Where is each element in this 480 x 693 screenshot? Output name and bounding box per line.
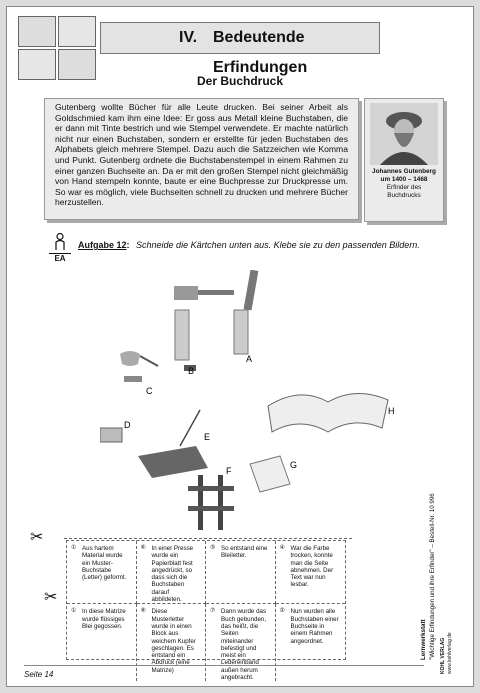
card-text: War die Farbe trocken, konnte man die Seite abnehmen. Der Text war nun lesbar. <box>290 545 334 589</box>
card-text: Diese Musterletter wurde in einen Block aus weichem Kupfer geschlagen. Es entstand ein Abdruck (eine Matrize) <box>151 608 196 674</box>
gutenberg-portrait-image <box>370 103 438 165</box>
type-case-drawing <box>138 410 211 478</box>
publisher-url: www.kohlverlag.de <box>447 632 453 674</box>
chapter-title: Bedeutende Erfindungen <box>213 29 308 76</box>
figure-label-c: C <box>146 386 153 396</box>
metal-block-drawing <box>100 428 122 442</box>
hammer-and-letter-drawing <box>174 286 234 371</box>
figure-label-d: D <box>124 420 131 430</box>
scissors-tool-thumbnail <box>58 16 96 47</box>
card-number: ① <box>71 608 77 615</box>
scissors-icon-2: ✂ <box>44 589 58 606</box>
card-text: In diese Matrize wurde flüssiges Blei gegossen. <box>82 608 126 630</box>
card-text: Nun wurden alle Buchstaben einer Buchseite in einem Rahmen angeordnet. <box>290 608 339 645</box>
cut-out-card <box>137 604 207 681</box>
chapter-thumbnails <box>18 16 98 82</box>
cut-out-card <box>206 604 276 681</box>
cut-out-card <box>137 541 207 604</box>
ladle-drawing <box>120 351 158 382</box>
portrait-name: Johannes Gutenberg <box>372 168 436 175</box>
card-number: ① <box>71 545 77 551</box>
sidebar-series: Lernwerkstatt <box>420 619 427 660</box>
open-book-drawing <box>268 393 388 432</box>
work-mode-indicator <box>49 233 71 265</box>
cut-out-card <box>67 541 137 604</box>
punch-tool-drawing <box>234 270 258 354</box>
cut-out-card <box>276 604 346 681</box>
card-number: ⑧ <box>140 608 146 615</box>
cut-out-card <box>67 604 137 681</box>
task-line <box>78 240 420 250</box>
card-number: ⑦ <box>210 608 216 615</box>
portrait-years: um 1400 – 1468 <box>380 176 428 183</box>
cut-out-card <box>276 541 346 604</box>
card-number: ④ <box>279 545 285 551</box>
info-text: Gutenberg wollte Bücher für alle Leute drucken. Bei seiner Arbeit als Goldschmied kam ihm eine Idee: Er goss aus Metall kleine Buchstaben, die er dann mit Tinte bestrich und wie Stempel verwendete. Er machte natürlich nicht nur einen Buchstaben, sondern er erstellte für jeden Buchstaben des Alphabets gleich mehrere Stempel. Dazu auch die Satzzeichen wie Komma und Punkt. Gutenberg ordnete die Buchstabenstempel in einem Rahmen zu einer ganzen Buchseite an. Da er mit den großen Stempel nicht gleichmäßig von Hand stempeln konnte, baute er eine Buchpresse zur Druckpresse um. So war es möglich, viele Buchseiten schnell zu drucken und mehrere Bücher herzustellen. <box>55 102 348 208</box>
page-number: Seite 14 <box>24 670 54 679</box>
publisher-logo: KOHL VERLAG <box>440 637 446 674</box>
card-number: ② <box>279 608 285 615</box>
portrait-box <box>364 98 444 222</box>
figure-label-h: H <box>388 406 395 416</box>
figure-label-e: E <box>204 432 211 442</box>
section-title: Der Buchdruck <box>196 74 284 88</box>
portrait-caption-2: Buchdrucks <box>387 192 421 199</box>
single-work-person-icon <box>53 233 67 251</box>
press-frame-drawing <box>188 475 234 530</box>
figure-label-f: F <box>226 466 232 476</box>
scissors-icon: ✂ <box>30 529 44 546</box>
chapter-header <box>100 22 380 76</box>
card-number: ⑥ <box>140 545 146 551</box>
paper-stack-drawing <box>250 456 290 492</box>
info-text-box <box>44 98 359 220</box>
card-text: Aus hartem Material wurde ein Muster-Buchstabe (Letter) geformt. <box>82 545 127 582</box>
task-label: Aufgabe 12 <box>78 240 127 250</box>
task-text: Schneide die Kärtchen unten aus. Klebe sie zu den passenden Bildern. <box>136 240 420 250</box>
printing-press-thumbnail <box>18 16 56 47</box>
figure-label-a: A <box>246 354 253 364</box>
figure-label-g: G <box>290 460 298 470</box>
card-text: Dann wurde das Buch gebunden, das heißt, die Seiten miteinander befestigt und meist ein Ledereinband außen herum angebracht. <box>221 608 267 682</box>
portrait-caption-1: Erfinder des <box>386 184 422 191</box>
card-text: In einer Presse wurde ein Papierblatt fest angedrückt, so dass sich die Buchstaben darauf abbildeten. <box>151 545 194 604</box>
card-text: So entstand eine Bleiletter. <box>221 545 268 560</box>
task-colon: : <box>126 240 130 250</box>
footer-rule <box>24 665 424 666</box>
cut-out-card <box>206 541 276 604</box>
sidebar-title: "Wichtige Erfindungen und ihre Erfinder" – Bestell-Nr. 10 996 <box>429 493 436 660</box>
printing-process-illustration <box>100 270 400 538</box>
figure-label-b: B <box>188 366 195 376</box>
publisher-sidebar <box>420 438 456 682</box>
cut-out-cards <box>66 540 346 682</box>
card-number: ⑤ <box>210 545 216 551</box>
chapter-number: IV. <box>179 29 198 46</box>
cut-line-top <box>64 538 352 539</box>
work-mode-label: EA <box>49 253 71 264</box>
